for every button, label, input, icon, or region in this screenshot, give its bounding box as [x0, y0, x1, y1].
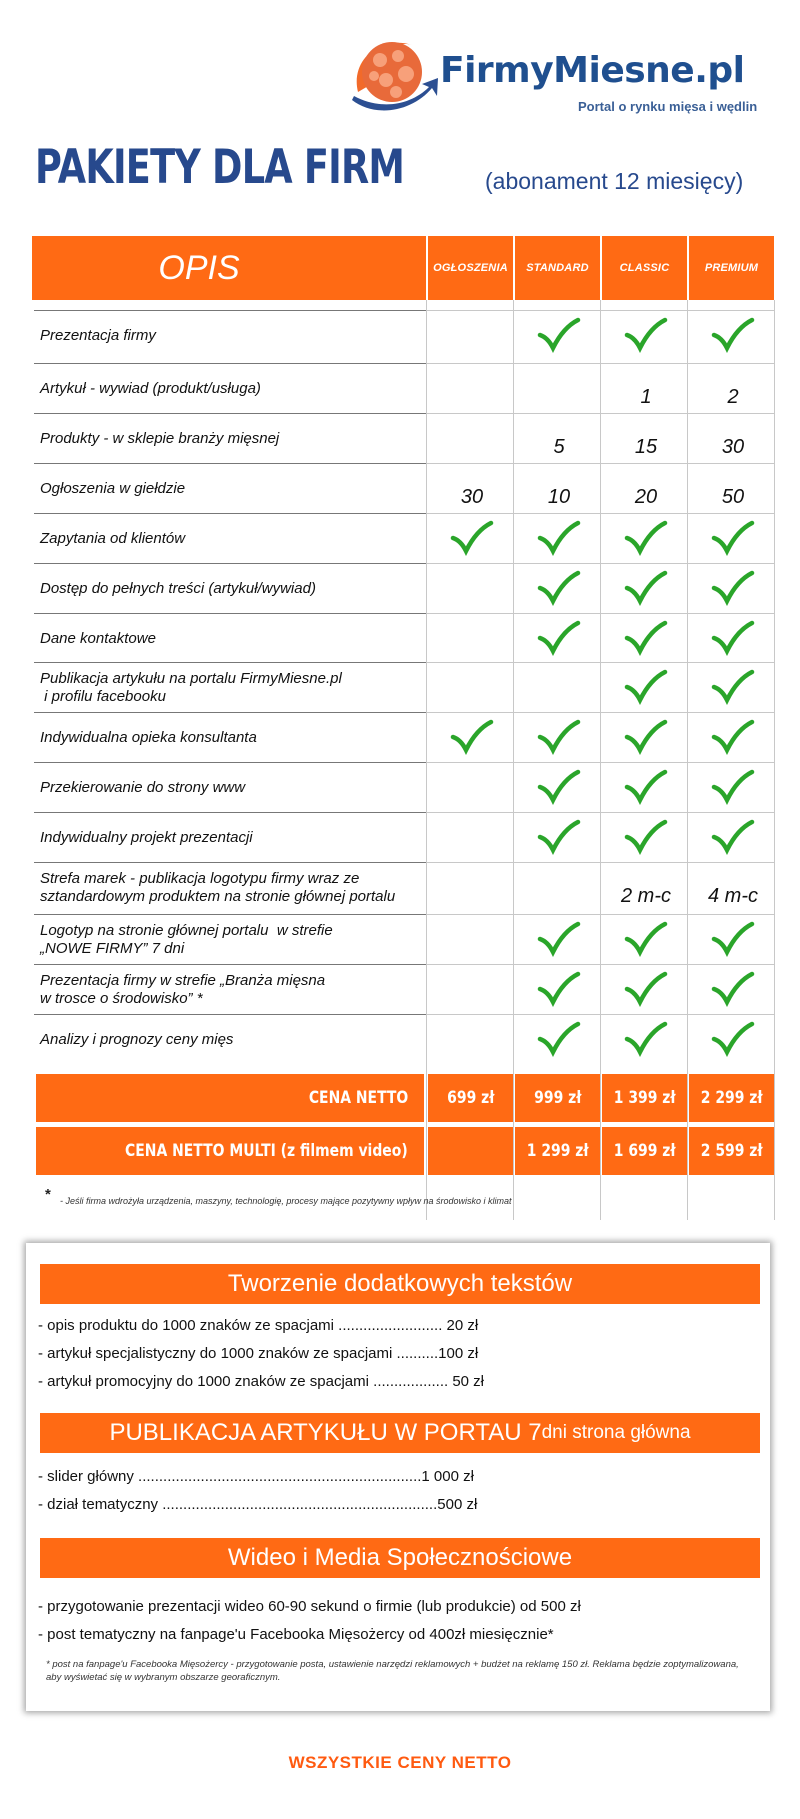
check-icon — [515, 616, 603, 660]
check-icon — [689, 815, 777, 859]
opis-header: OPIS — [32, 236, 426, 300]
section-header-publication-small: dni strona główna — [541, 1422, 691, 1443]
grid-line — [426, 712, 774, 713]
section-header-publication-main: PUBLIKACJA ARTYKUŁU W PORTAU 7 — [109, 1419, 542, 1446]
check-icon — [515, 765, 603, 809]
price-row-label-text: CENA NETTO MULTI (z filmem video) — [125, 1141, 408, 1161]
check-icon — [689, 967, 777, 1011]
price-row-label — [36, 1127, 424, 1175]
row-divider — [34, 363, 426, 364]
section-header-video: Wideo i Media Społecznościowe — [40, 1538, 760, 1578]
price-cell — [602, 1127, 687, 1175]
grid-line — [426, 662, 774, 663]
row-label: Prezentacja firmy w strefie „Branża mięsna w trosce o środowisko” * — [40, 972, 326, 1007]
grid-line — [426, 310, 774, 311]
grid-line — [513, 300, 514, 1220]
logo-text-part1: Firmy — [440, 50, 554, 91]
cell-value: 10 — [547, 486, 571, 508]
extras-note: * post na fanpage'u Facebooka Mięsożercy - przygotowanie posta, ustawienie narzędzi reklamowych + budżet na reklamę 150 zł. Reklama będzie zoptymalizowana, aby wyświetać się w wybranym obszarze georaficznym. — [46, 1659, 739, 1683]
logo-tagline: Portal o rynku mięsa i wędlin — [578, 99, 758, 114]
grid-line — [426, 762, 774, 763]
check-icon — [428, 516, 516, 560]
price-row-label — [36, 1074, 424, 1122]
row-label: Przekierowanie do strony www — [40, 779, 246, 796]
row-divider — [34, 662, 426, 663]
check-icon — [689, 616, 777, 660]
price-cell — [602, 1074, 687, 1122]
row-divider — [34, 1014, 426, 1015]
row-label: Indywidualny projekt prezentacji — [40, 829, 253, 846]
row-divider — [34, 812, 426, 813]
check-icon — [602, 765, 690, 809]
list-item: - artykuł specjalistyczny do 1000 znaków ze spacjami ..........100 zł — [38, 1345, 479, 1362]
row-divider — [34, 463, 426, 464]
check-icon — [515, 815, 603, 859]
all-prices-net: WSZYSTKIE CENY NETTO — [288, 1753, 512, 1772]
cell-value: 5 — [553, 436, 565, 458]
price-value: 1 699 zł — [613, 1141, 676, 1161]
logo-text-part2: Miesne.pl — [553, 50, 745, 91]
list-item: - post tematyczny na fanpage'u Facebooka Mięsożercy od 400zł miesięcznie* — [38, 1626, 554, 1643]
row-label: Indywidualna opieka konsultanta — [40, 729, 257, 746]
row-label: Dostęp do pełnych treści (artykuł/wywiad) — [40, 580, 316, 597]
check-icon — [602, 566, 690, 610]
section-header-texts: Tworzenie dodatkowych tekstów — [40, 1264, 760, 1304]
cell-value: 4 m-c — [708, 885, 758, 907]
price-cell — [428, 1074, 513, 1122]
check-icon — [515, 516, 603, 560]
page-subtitle: (abonament 12 miesięcy) — [485, 168, 744, 194]
row-label: Analizy i prognozy ceny mięs — [40, 1031, 234, 1048]
price-cell — [428, 1127, 513, 1175]
check-icon — [689, 566, 777, 610]
page-title: PAKIETY DLA FIRM — [35, 140, 405, 195]
check-icon — [602, 616, 690, 660]
row-divider — [34, 762, 426, 763]
check-icon — [602, 715, 690, 759]
row-label: Publikacja artykułu na portalu FirmyMiesne.pl i profilu facebooku — [40, 670, 342, 705]
check-icon — [515, 313, 603, 357]
price-value: 1 299 zł — [526, 1141, 589, 1161]
grid-line — [426, 463, 774, 464]
grid-line — [426, 862, 774, 863]
check-icon — [515, 566, 603, 610]
row-label: Logotyp na stronie głównej portalu w strefie „NOWE FIRMY” 7 dni — [40, 922, 333, 957]
row-divider — [34, 563, 426, 564]
logo-mark — [340, 30, 440, 120]
check-icon — [689, 313, 777, 357]
list-item: - artykuł promocyjny do 1000 znaków ze spacjami .................. 50 zł — [38, 1373, 485, 1390]
row-label: Zapytania od klientów — [40, 530, 186, 547]
column-header: PREMIUM — [689, 236, 774, 300]
price-value: 2 599 zł — [700, 1141, 763, 1161]
grid-line — [426, 563, 774, 564]
price-row-label-text: CENA NETTO — [308, 1088, 408, 1108]
row-divider — [34, 613, 426, 614]
check-icon — [689, 765, 777, 809]
row-divider — [34, 413, 426, 414]
price-cell — [689, 1127, 774, 1175]
check-icon — [602, 917, 690, 961]
grid-line — [426, 812, 774, 813]
cell-value: 30 — [460, 486, 484, 508]
check-icon — [515, 1017, 603, 1061]
cell-value: 1 — [640, 386, 652, 408]
price-value: 1 399 zł — [613, 1088, 676, 1108]
row-divider — [34, 862, 426, 863]
column-header: OGŁOSZENIA — [428, 236, 513, 300]
grid-line — [426, 363, 774, 364]
row-divider — [34, 712, 426, 713]
price-value: 699 zł — [446, 1088, 495, 1108]
cell-value: 2 — [727, 386, 739, 408]
cell-value: 20 — [634, 486, 658, 508]
list-item: - dział tematyczny ..................................................................500 zł — [38, 1496, 478, 1513]
cell-value: 50 — [721, 486, 745, 508]
price-cell — [515, 1127, 600, 1175]
price-value: 2 299 zł — [700, 1088, 763, 1108]
check-icon — [602, 1017, 690, 1061]
check-icon — [689, 1017, 777, 1061]
grid-line — [426, 613, 774, 614]
grid-line — [426, 513, 774, 514]
row-label: Strefa marek - publikacja logotypu firmy wraz ze sztandardowym produktem na stronie głównej portalu — [40, 870, 396, 905]
cell-value: 2 m-c — [621, 885, 671, 907]
cell-value: 30 — [721, 436, 745, 458]
price-cell — [689, 1074, 774, 1122]
row-label: Produkty - w sklepie branży mięsnej — [40, 430, 280, 447]
check-icon — [515, 967, 603, 1011]
column-header: STANDARD — [515, 236, 600, 300]
check-icon — [602, 967, 690, 1011]
grid-line — [426, 914, 774, 915]
grid-line — [426, 964, 774, 965]
check-icon — [689, 665, 777, 709]
check-icon — [602, 313, 690, 357]
footnote: - Jeśli firma wdrożyła urządzenia, maszyny, technologię, procesy mające pozytywny wpływ na środowisko i klimat — [60, 1196, 512, 1206]
check-icon — [428, 715, 516, 759]
row-label: Artykuł - wywiad (produkt/usługa) — [40, 380, 261, 397]
row-label: Ogłoszenia w giełdzie — [40, 480, 186, 497]
footnote-star: * — [45, 1186, 51, 1203]
check-icon — [689, 715, 777, 759]
check-icon — [689, 917, 777, 961]
price-cell — [515, 1074, 600, 1122]
column-header: CLASSIC — [602, 236, 687, 300]
check-icon — [602, 815, 690, 859]
row-divider — [34, 310, 426, 311]
row-divider — [34, 513, 426, 514]
check-icon — [602, 665, 690, 709]
list-item: - opis produktu do 1000 znaków ze spacjami ......................... 20 zł — [38, 1317, 479, 1334]
check-icon — [602, 516, 690, 560]
row-divider — [34, 964, 426, 965]
check-icon — [515, 917, 603, 961]
price-value: 999 zł — [533, 1088, 582, 1108]
list-item: - slider główny ....................................................................1 000 zł — [38, 1468, 474, 1485]
grid-line — [426, 413, 774, 414]
cell-value: 15 — [634, 436, 658, 458]
row-label: Dane kontaktowe — [40, 630, 156, 647]
check-icon — [689, 516, 777, 560]
grid-line — [426, 300, 427, 1220]
list-item: - przygotowanie prezentacji wideo 60-90 sekund o firmie (lub produkcie) od 500 zł — [38, 1598, 581, 1615]
section-header-publication — [40, 1413, 760, 1453]
row-label: Prezentacja firmy — [40, 327, 156, 344]
check-icon — [515, 715, 603, 759]
logo-text — [440, 50, 745, 91]
row-divider — [34, 914, 426, 915]
grid-line — [426, 1014, 774, 1015]
